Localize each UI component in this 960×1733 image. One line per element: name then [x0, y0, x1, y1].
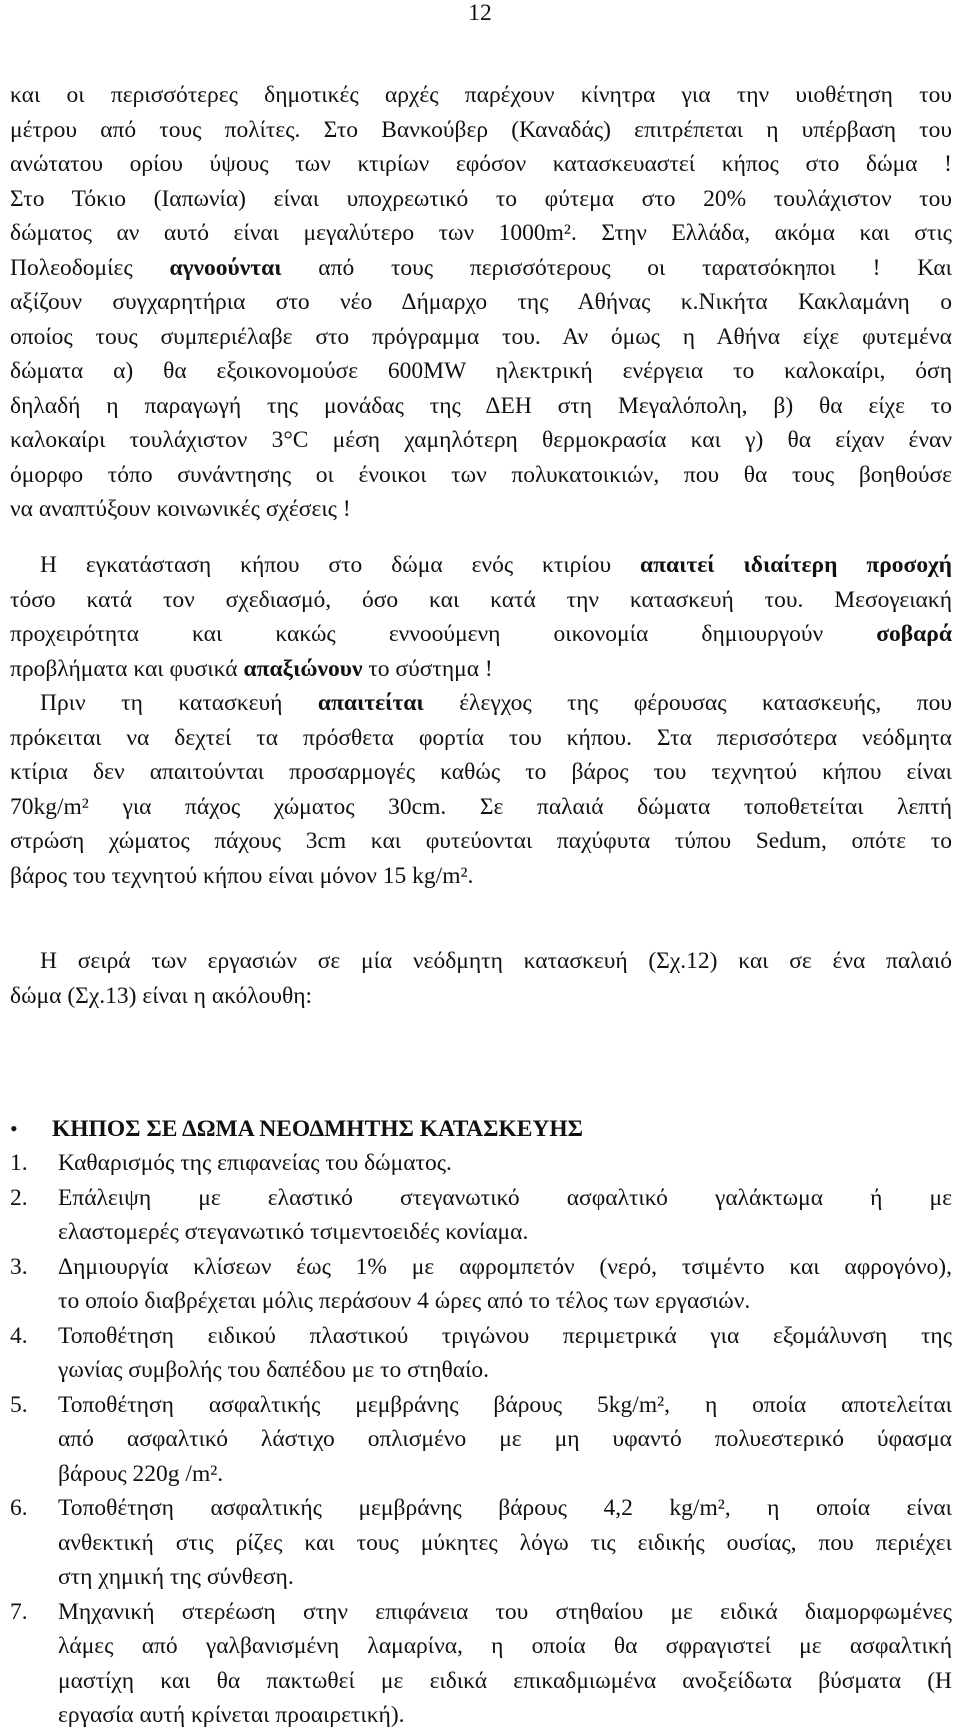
text-line	[10, 251, 952, 286]
text-run: προχειρότητα και κακώς εννοούμενη οικονομία δημιουργούν	[10, 621, 877, 647]
text-run: Πολεοδομίες	[10, 254, 170, 281]
heading-text: ΚΗΠΟΣ ΣΕ ΔΩΜΑ ΝΕΟΔΜΗΤΗΣ ΚΑΤΑΣΚΕΥΗΣ	[52, 1116, 584, 1142]
text-line: 70kg/m² για πάχος χώματος 30cm. Σε παλαιά δώματα τοποθετείται λεπτή	[10, 793, 952, 820]
text-line: ελαστομερές στεγανωτικό τσιμεντοειδές κονίαμα.	[58, 1219, 529, 1245]
emphasis-text: απαιτείται	[317, 690, 424, 716]
emphasis-text: απαξιώνουν	[243, 655, 363, 682]
list-number: 6.	[10, 1495, 28, 1521]
paragraph-3	[10, 944, 952, 1013]
list-number: 7.	[10, 1598, 28, 1625]
steps-list	[10, 1146, 952, 1733]
emphasis-text: αγνοούνται	[169, 254, 282, 281]
text-line: Δημιουργία κλίσεων έως 1% με αφρομπετόν (νερό, τσιμέντο και αφρογόνο),	[58, 1253, 952, 1280]
text-line: τόσο κατά τον σχεδιασμό, όσο και κατά την κατασκευή του. Μεσογειακή	[10, 586, 952, 613]
text-line: αξίζουν συγχαρητήρια στο νέο Δήμαρχο της Αθήνας κ.Νικήτα Κακλαμάνη ο	[10, 289, 952, 315]
paragraph-2	[10, 548, 952, 893]
text-line	[10, 548, 952, 583]
text-line: δώμα (Σχ.13) είναι η ακόλουθη:	[10, 982, 313, 1009]
text-run: από τους περισσότερους οι ταρατσόκηποι ! Και	[281, 254, 952, 281]
text-line: στρώση χώματος πάχους 3cm και φυτεύονται παχύφυτα τύπου Sedum, οπότε το	[10, 828, 952, 854]
list-item	[10, 1146, 952, 1181]
text-run: το σύστημα !	[362, 655, 493, 682]
text-line: εργασία αυτή κρίνεται προαιρετική).	[58, 1702, 405, 1728]
list-number: 1.	[10, 1150, 28, 1176]
list-number: 3.	[10, 1253, 28, 1280]
text-line: λάμες από γαλβανισμένη λαμαρίνα, η οποία θα σφραγιστεί με ασφαλτική	[58, 1633, 952, 1659]
text-line: Τοποθέτηση ειδικού πλαστικού τριγώνου περιμετρικά για εξομάλυνση της	[58, 1322, 952, 1349]
text-run: προβλήματα και φυσικά	[10, 655, 244, 682]
text-line: οποίος τους συμπεριέλαβε στο πρόγραμμα του. Αν όμως η Αθήνα είχε φυτεμένα	[10, 323, 952, 350]
text-line: Καθαρισμός της επιφανείας του δώματος.	[58, 1150, 452, 1176]
list-number: 2.	[10, 1184, 28, 1211]
list-item	[10, 1319, 952, 1388]
text-line: καλοκαίρι τουλάχιστον 3°C μέση χαμηλότερη θερμοκρασία και γ) θα είχαν έναν	[10, 427, 952, 453]
text-line: Τοποθέτηση ασφαλτικής μεμβράνης βάρους 5kg/m², η οποία αποτελείται	[58, 1391, 952, 1418]
text-line: όμορφο τόπο συνάντησης οι ένοικοι των πολυκατοικιών, που θα τους βοηθούσε	[10, 461, 952, 488]
emphasis-text: σοβαρά	[876, 621, 952, 647]
text-line: ανθεκτική στις ρίζες και τους μύκητες λόγω τις ειδικής ουσίας, που περιέχει	[58, 1529, 952, 1556]
page-number: 12	[468, 0, 492, 26]
list-number: 4.	[10, 1322, 28, 1349]
list-item	[10, 1491, 952, 1595]
text-line	[10, 617, 952, 652]
text-line: πρόκειται να δεχτεί τα πρόσθετα φορτία του κήπου. Στα περισσότερα νεόδμητα	[10, 724, 952, 751]
text-line: Επάλειψη με ελαστικό στεγανωτικό ασφαλτικό γαλάκτωμα ή με	[58, 1184, 952, 1211]
text-run: Η εγκατάσταση κήπου στο δώμα ενός κτιρίου	[40, 552, 640, 578]
text-line: και οι περισσότερες δημοτικές αρχές παρέχουν κίνητρα για την υιοθέτηση του	[10, 82, 952, 108]
list-item	[10, 1181, 952, 1250]
list-item	[10, 1388, 952, 1492]
text-line: να αναπτύξουν κοινωνικές σχέσεις !	[10, 496, 351, 522]
text-line: Τοποθέτηση ασφαλτικής μεμβράνης βάρους 4,2 kg/m², η οποία είναι	[58, 1495, 952, 1521]
text-line: ανώτατου ορίου ύψους των κτιρίων εφόσον κατασκευαστεί κήπος στο δώμα !	[10, 151, 952, 177]
text-line: βάρους 220g /m².	[58, 1460, 224, 1487]
list-item	[10, 1250, 952, 1319]
bullet-icon: •	[10, 1116, 18, 1141]
text-line: το οποίο διαβρέχεται μόλις περάσουν 4 ώρες από το τέλος των εργασιών.	[58, 1288, 751, 1314]
text-line: Η σειρά των εργασιών σε μία νεόδμητη κατασκευή (Σχ.12) και σε ένα παλαιό	[40, 948, 952, 974]
section-heading	[10, 1114, 950, 1144]
text-line	[10, 686, 952, 721]
text-line: από ασφαλτικό λάστιχο οπλισμένο με μη υφαντό πολυεστερικό ύφασμα	[58, 1426, 952, 1452]
text-line: δώματος αν αυτό είναι μεγαλύτερο των 1000m². Στην Ελλάδα, ακόμα και στις	[10, 220, 952, 246]
text-line: δηλαδή η παραγωγή της μονάδας της ΔΕΗ στη Μεγαλόπολη, β) θα είχε το	[10, 392, 952, 419]
list-number: 5.	[10, 1391, 28, 1418]
text-line: Μηχανική στερέωση στην επιφάνεια του στηθαίου με ειδικά διαμορφωμένες	[58, 1598, 952, 1625]
text-line: κτίρια δεν απαιτούνται προσαρμογές καθώς το βάρος του τεχνητού κήπου είναι	[10, 759, 952, 785]
text-line: στη χημική της σύνθεση.	[58, 1564, 294, 1590]
text-line: γωνίας συμβολής του δαπέδου με το στηθαίο.	[58, 1357, 490, 1383]
paragraph-1	[10, 78, 952, 527]
text-line: Στο Τόκιο (Ιαπωνία) είναι υποχρεωτικό το φύτεμα στο 20% τουλάχιστον του	[10, 185, 952, 212]
text-line: δώματα α) θα εξοικονομούσε 600MW ηλεκτρική ενέργεια το καλοκαίρι, όση	[10, 358, 952, 384]
text-line: μαστίχη και θα πακτωθεί με ειδικά επικαδμιωμένα ανοξείδωτα βύσματα (Η	[58, 1667, 952, 1694]
list-item	[10, 1595, 952, 1733]
text-line	[10, 652, 952, 687]
text-line: μέτρου από τους πολίτες. Στο Βανκούβερ (Καναδάς) επιτρέπεται η υπέρβαση του	[10, 116, 952, 143]
emphasis-text: απαιτεί ιδιαίτερη προσοχή	[640, 552, 952, 578]
text-run: έλεγχος της φέρουσας κατασκευής, που	[423, 690, 952, 716]
text-run: Πριν τη κατασκευή	[40, 690, 318, 716]
text-line: βάρος του τεχνητού κήπου είναι μόνον 15 kg/m².	[10, 862, 474, 889]
